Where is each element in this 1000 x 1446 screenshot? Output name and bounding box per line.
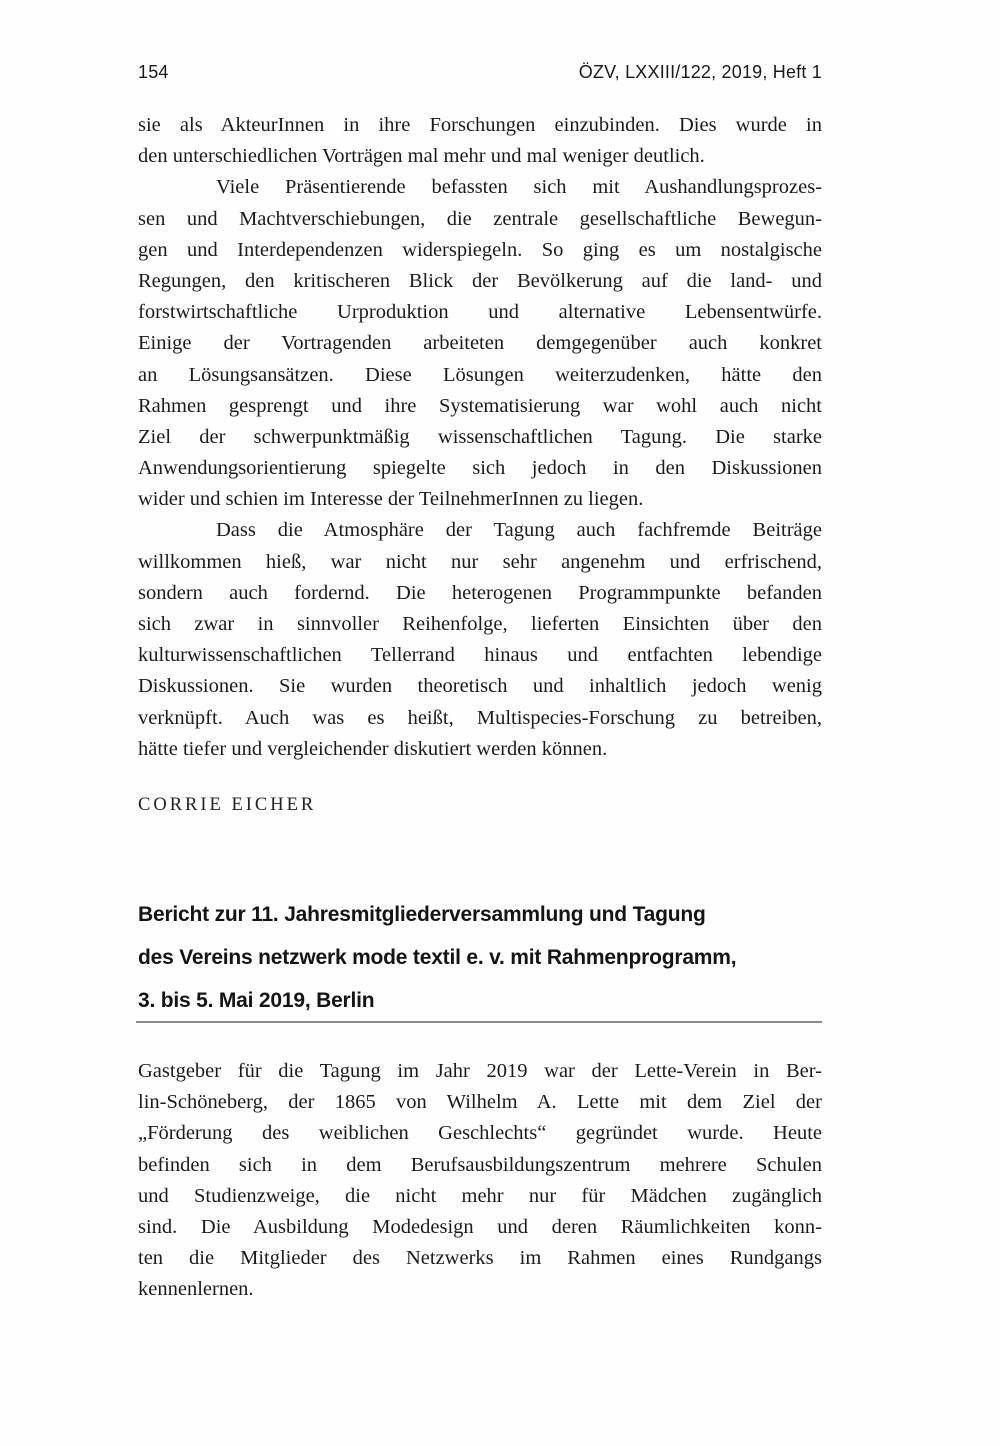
text-line: lin-Schöneberg, der 1865 von Wilhelm A. Lette mit dem Ziel der [138, 1091, 822, 1114]
report-text-block [138, 1056, 822, 1306]
text-line: sie als AkteurInnen in ihre Forschungen einzubinden. Dies wurde in [138, 114, 822, 136]
text-line: willkommen hieß, war nicht nur sehr angenehm und erfrischend, [138, 550, 822, 573]
heading-line: des Vereins netzwerk mode textil e. v. mit Rahmenprogramm, [138, 946, 737, 969]
text-line: wider und schien im Interesse der TeilnehmerInnen zu liegen. [138, 488, 644, 511]
text-line: den unterschiedlichen Vorträgen mal mehr und mal weniger deutlich. [138, 145, 705, 168]
text-line: an Lösungsansätzen. Diese Lösungen weiterzudenken, hätte den [138, 363, 822, 386]
heading-line: Bericht zur 11. Jahresmitgliederversammlung und Tagung [138, 903, 706, 926]
text-line: hätte tiefer und vergleichender diskutiert werden können. [138, 737, 608, 760]
author-name: CORRIE EICHER [138, 795, 317, 815]
text-line: Gastgeber für die Tagung im Jahr 2019 war der Lette-Verein in Ber- [138, 1060, 822, 1082]
section-divider-rule [136, 1021, 822, 1023]
article-text-block [138, 110, 822, 765]
text-line: sind. Die Ausbildung Modedesign und deren Räumlichkeiten konn- [138, 1215, 822, 1238]
text-line: Ziel der schwerpunktmäßig wissenschaftlichen Tagung. Die starke [138, 425, 822, 448]
text-line: Viele Präsentierende befassten sich mit Aushandlungsprozes- [216, 176, 822, 199]
text-line: Dass die Atmosphäre der Tagung auch fachfremde Beiträge [216, 519, 822, 542]
text-line: befinden sich in dem Berufsausbildungszentrum mehrere Schulen [138, 1153, 822, 1176]
page-number: 154 [138, 62, 169, 82]
text-line: und Studienzweige, die nicht mehr nur für Mädchen zugänglich [138, 1184, 822, 1207]
text-line: sich zwar in sinnvoller Reihenfolge, lieferten Einsichten über den [138, 613, 822, 635]
text-line: „Förderung des weiblichen Geschlechts“ gegründet wurde. Heute [138, 1122, 822, 1145]
text-line: Rahmen gesprengt und ihre Systematisierung war wohl auch nicht [138, 394, 822, 417]
text-line: forstwirtschaftliche Urproduktion und alternative Lebensentwürfe. [138, 301, 822, 324]
text-line: verknüpft. Auch was es heißt, Multispecies-Forschung zu betreiben, [138, 706, 822, 729]
text-line: sen und Machtverschiebungen, die zentrale gesellschaftliche Bewegun- [138, 207, 822, 230]
text-line: Anwendungsorientierung spiegelte sich jedoch in den Diskussionen [138, 457, 822, 480]
text-line: ten die Mitglieder des Netzwerks im Rahmen eines Rundgangs [138, 1247, 822, 1270]
text-line: sondern auch fordernd. Die heterogenen Programmpunkte befanden [138, 581, 822, 604]
heading-line: 3. bis 5. Mai 2019, Berlin [138, 989, 375, 1012]
text-line: kennenlernen. [138, 1278, 254, 1301]
text-line: Diskussionen. Sie wurden theoretisch und inhaltlich jedoch wenig [138, 675, 822, 698]
report-heading [138, 893, 898, 1022]
text-line: Regungen, den kritischeren Blick der Bevölkerung auf die land- und [138, 269, 822, 292]
running-header [138, 62, 822, 83]
journal-reference: ÖZV, LXXIII/122, 2019, Heft 1 [578, 62, 822, 82]
text-line: gen und Interdependenzen widerspiegeln. So ging es um nostalgische [138, 238, 822, 261]
text-line: Einige der Vortragenden arbeiteten demgegenüber auch konkret [138, 332, 822, 355]
text-line: kulturwissenschaftlichen Tellerrand hinaus und entfachten lebendige [138, 644, 822, 667]
